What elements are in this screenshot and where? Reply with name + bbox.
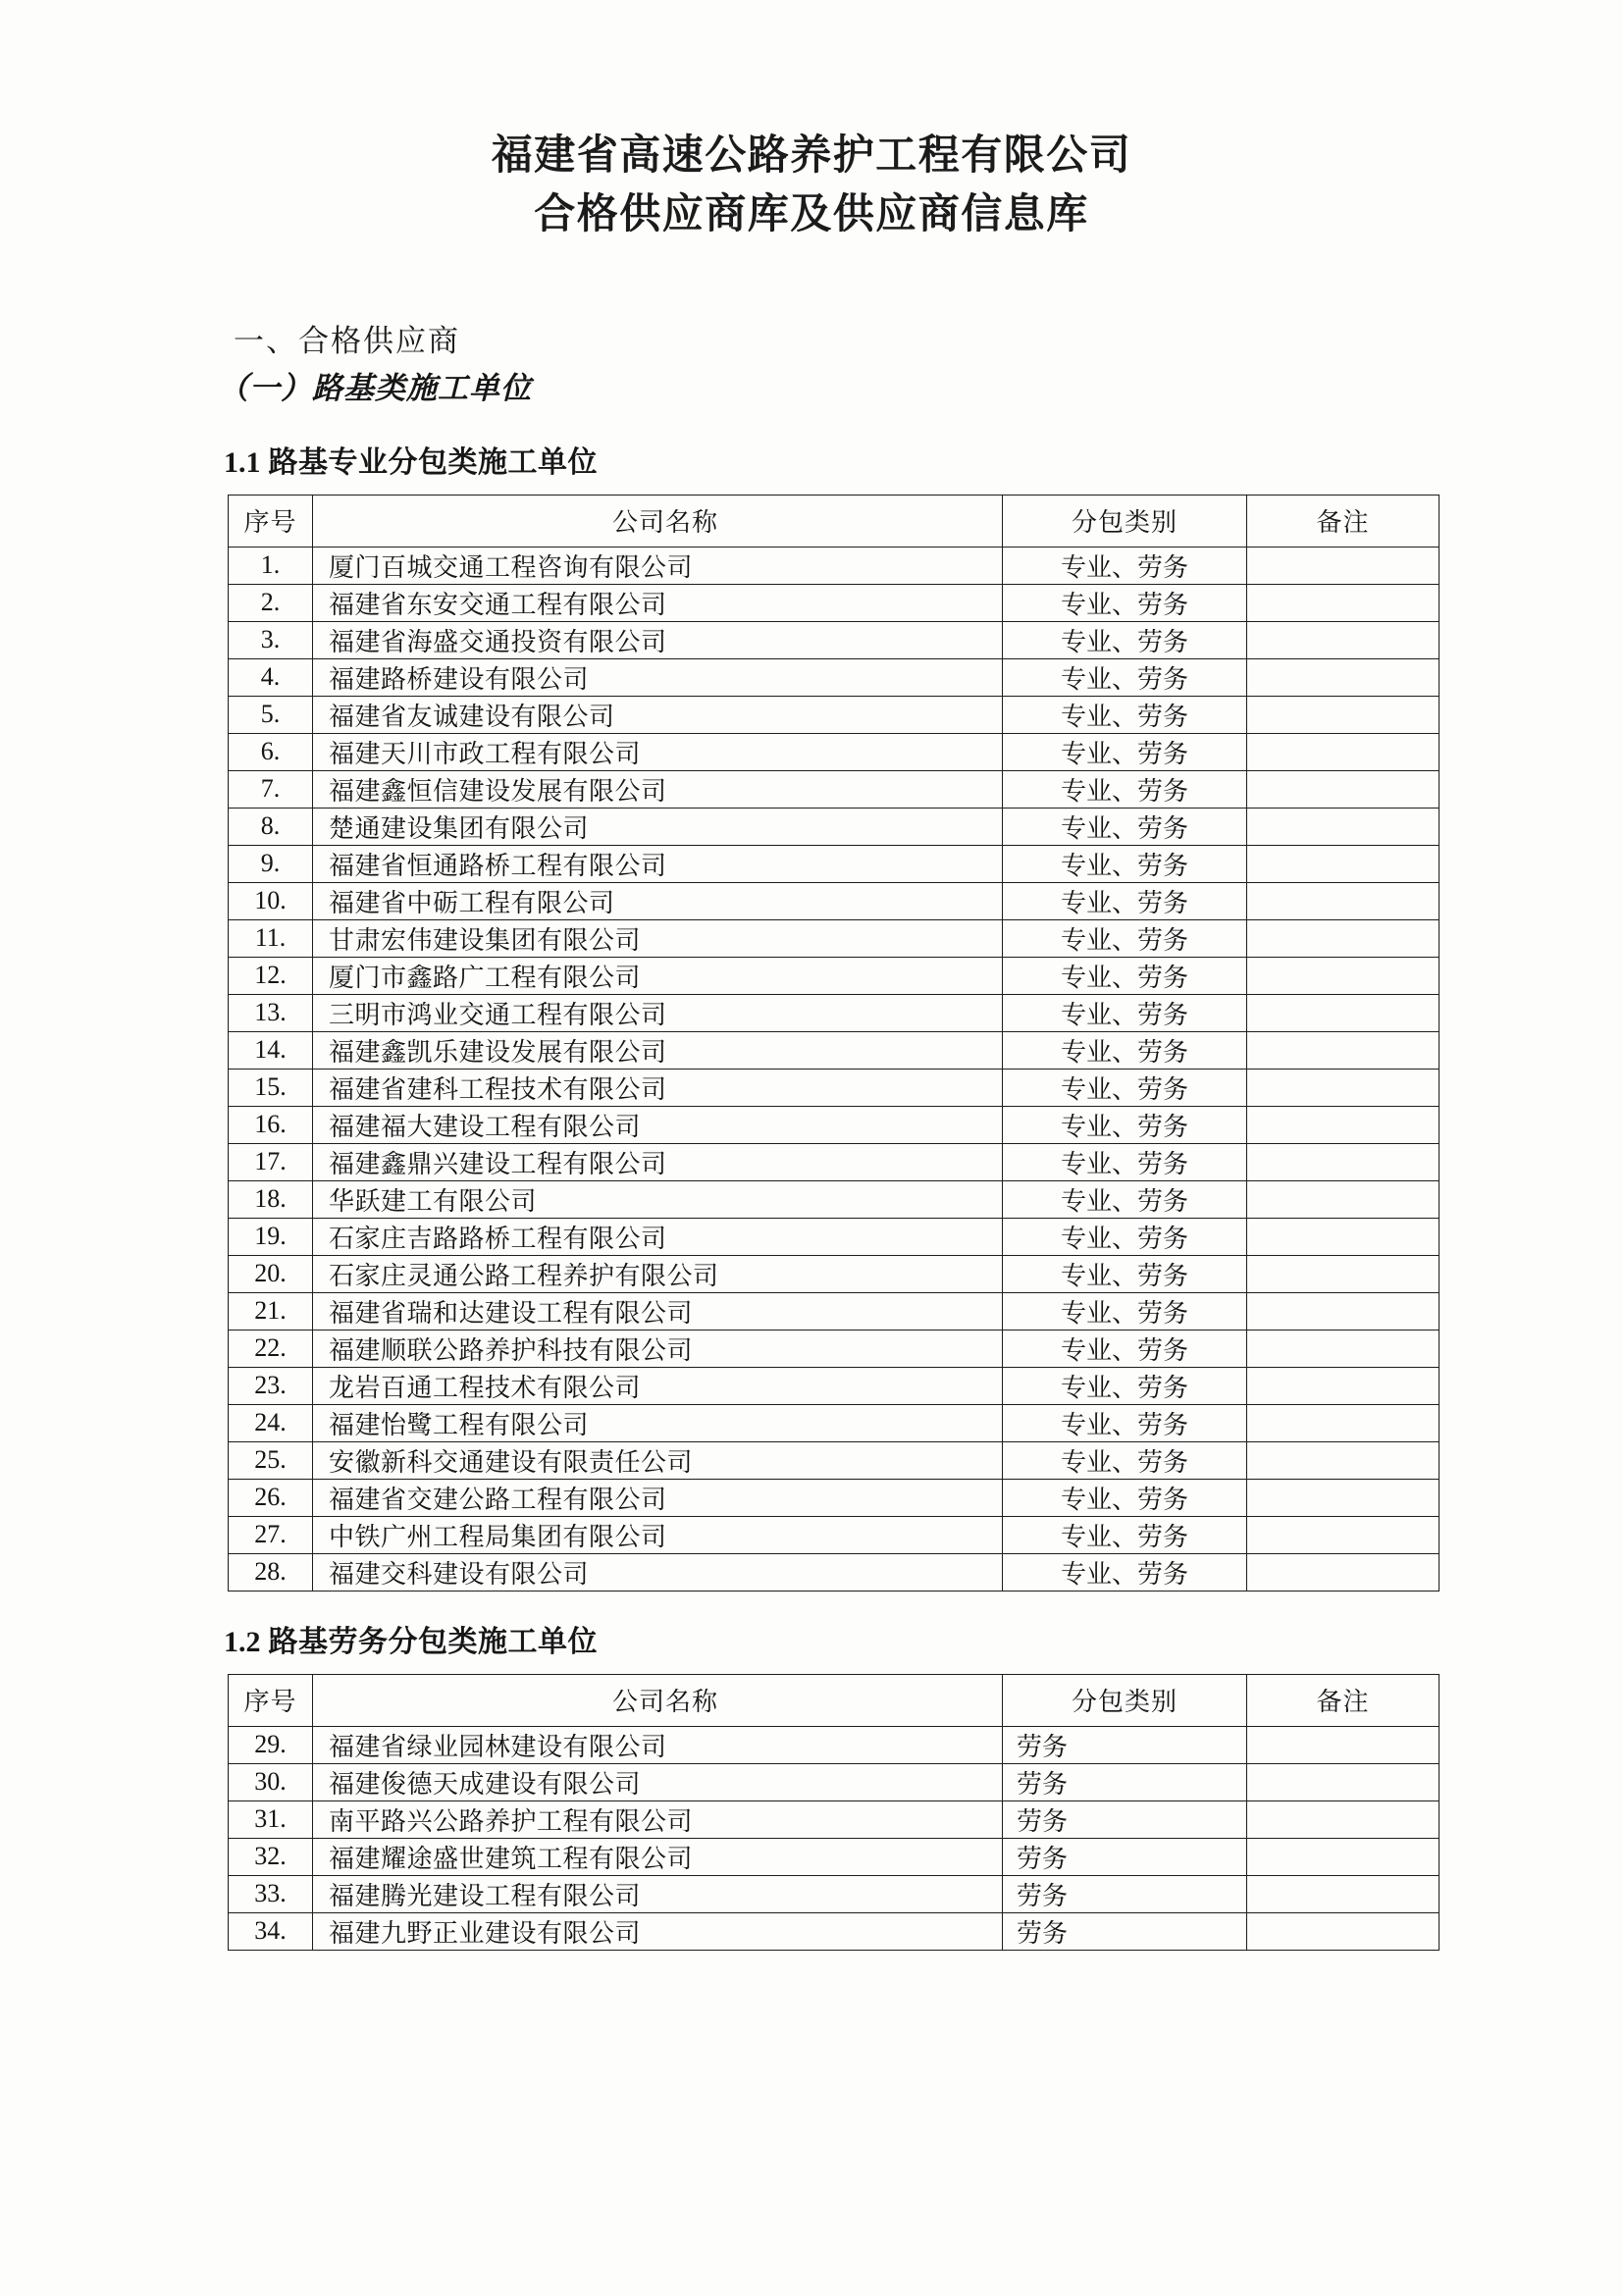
cell-company: 福建省海盛交通投资有限公司 bbox=[313, 621, 1003, 658]
cell-category: 专业、劳务 bbox=[1003, 1106, 1247, 1143]
table-row bbox=[229, 584, 1440, 621]
column-header-index: 序号 bbox=[229, 495, 313, 547]
table-row bbox=[229, 1255, 1440, 1292]
cell-note bbox=[1247, 696, 1440, 733]
cell-category: 专业、劳务 bbox=[1003, 1479, 1247, 1516]
cell-company: 福建鑫恒信建设发展有限公司 bbox=[313, 770, 1003, 808]
cell-category: 劳务 bbox=[1003, 1912, 1247, 1950]
table-row bbox=[229, 1292, 1440, 1330]
cell-index: 28. bbox=[229, 1553, 313, 1591]
table-row bbox=[229, 994, 1440, 1031]
column-header-category: 分包类别 bbox=[1003, 495, 1247, 547]
cell-note bbox=[1247, 1292, 1440, 1330]
cell-note bbox=[1247, 1479, 1440, 1516]
title-line-1: 福建省高速公路养护工程有限公司 bbox=[491, 130, 1132, 179]
table-row bbox=[229, 696, 1440, 733]
cell-company: 福建省建科工程技术有限公司 bbox=[313, 1069, 1003, 1106]
cell-index: 33. bbox=[229, 1875, 313, 1912]
cell-category: 专业、劳务 bbox=[1003, 621, 1247, 658]
cell-category: 劳务 bbox=[1003, 1763, 1247, 1800]
cell-company: 福建腾光建设工程有限公司 bbox=[313, 1875, 1003, 1912]
cell-note bbox=[1247, 1516, 1440, 1553]
cell-category: 专业、劳务 bbox=[1003, 584, 1247, 621]
qualified-supplier-table-1 bbox=[228, 495, 1440, 1592]
cell-index: 7. bbox=[229, 770, 313, 808]
cell-category: 专业、劳务 bbox=[1003, 808, 1247, 845]
cell-index: 24. bbox=[229, 1404, 313, 1441]
cell-index: 20. bbox=[229, 1255, 313, 1292]
table2-heading-number: 1.2 bbox=[224, 1625, 261, 1658]
cell-category: 专业、劳务 bbox=[1003, 1404, 1247, 1441]
cell-category: 专业、劳务 bbox=[1003, 1255, 1247, 1292]
cell-index: 29. bbox=[229, 1726, 313, 1763]
column-header-company: 公司名称 bbox=[313, 495, 1003, 547]
table2-heading-text: 路基劳务分包类施工单位 bbox=[268, 1625, 598, 1658]
cell-company: 龙岩百通工程技术有限公司 bbox=[313, 1367, 1003, 1404]
cell-category: 专业、劳务 bbox=[1003, 547, 1247, 584]
cell-index: 17. bbox=[229, 1143, 313, 1180]
cell-category: 专业、劳务 bbox=[1003, 1143, 1247, 1180]
title-line-2: 合格供应商库及供应商信息库 bbox=[534, 188, 1089, 237]
cell-category: 劳务 bbox=[1003, 1875, 1247, 1912]
cell-company: 福建九野正业建设有限公司 bbox=[313, 1912, 1003, 1950]
table-row bbox=[229, 808, 1440, 845]
cell-note bbox=[1247, 1031, 1440, 1069]
cell-company: 福建省中砺工程有限公司 bbox=[313, 882, 1003, 919]
cell-company: 福建鑫凯乐建设发展有限公司 bbox=[313, 1031, 1003, 1069]
cell-company: 福建省友诚建设有限公司 bbox=[313, 696, 1003, 733]
cell-category: 专业、劳务 bbox=[1003, 1069, 1247, 1106]
cell-company: 安徽新科交通建设有限责任公司 bbox=[313, 1441, 1003, 1479]
cell-company: 福建耀途盛世建筑工程有限公司 bbox=[313, 1838, 1003, 1875]
cell-note bbox=[1247, 547, 1440, 584]
table-row bbox=[229, 1069, 1440, 1106]
cell-index: 10. bbox=[229, 882, 313, 919]
table-row bbox=[229, 1367, 1440, 1404]
cell-category: 专业、劳务 bbox=[1003, 957, 1247, 994]
cell-index: 22. bbox=[229, 1330, 313, 1367]
cell-index: 34. bbox=[229, 1912, 313, 1950]
cell-company: 福建省交建公路工程有限公司 bbox=[313, 1479, 1003, 1516]
table1-body bbox=[229, 547, 1440, 1591]
cell-index: 2. bbox=[229, 584, 313, 621]
cell-company: 福建福大建设工程有限公司 bbox=[313, 1106, 1003, 1143]
cell-company: 厦门市鑫路广工程有限公司 bbox=[313, 957, 1003, 994]
cell-index: 30. bbox=[229, 1763, 313, 1800]
cell-category: 专业、劳务 bbox=[1003, 994, 1247, 1031]
cell-note bbox=[1247, 1838, 1440, 1875]
cell-category: 专业、劳务 bbox=[1003, 1031, 1247, 1069]
cell-company: 福建省恒通路桥工程有限公司 bbox=[313, 845, 1003, 882]
cell-note bbox=[1247, 584, 1440, 621]
cell-index: 31. bbox=[229, 1800, 313, 1838]
cell-index: 3. bbox=[229, 621, 313, 658]
cell-note bbox=[1247, 658, 1440, 696]
cell-note bbox=[1247, 1441, 1440, 1479]
cell-note bbox=[1247, 1553, 1440, 1591]
table-row bbox=[229, 1404, 1440, 1441]
table-row bbox=[229, 845, 1440, 882]
cell-category: 专业、劳务 bbox=[1003, 1441, 1247, 1479]
table-header-row bbox=[229, 495, 1440, 547]
cell-note bbox=[1247, 1726, 1440, 1763]
cell-index: 23. bbox=[229, 1367, 313, 1404]
cell-index: 16. bbox=[229, 1106, 313, 1143]
cell-note bbox=[1247, 770, 1440, 808]
cell-category: 专业、劳务 bbox=[1003, 770, 1247, 808]
table-row bbox=[229, 1180, 1440, 1218]
table2-heading bbox=[0, 1617, 1623, 1660]
table-row bbox=[229, 1912, 1440, 1950]
table-row bbox=[229, 1516, 1440, 1553]
cell-note bbox=[1247, 994, 1440, 1031]
table-row bbox=[229, 1763, 1440, 1800]
table-row bbox=[229, 547, 1440, 584]
subsection-heading-1: （一）路基类施工单位 bbox=[218, 370, 532, 405]
cell-company: 中铁广州工程局集团有限公司 bbox=[313, 1516, 1003, 1553]
cell-index: 14. bbox=[229, 1031, 313, 1069]
cell-index: 9. bbox=[229, 845, 313, 882]
table-row bbox=[229, 1875, 1440, 1912]
cell-note bbox=[1247, 1875, 1440, 1912]
table-row bbox=[229, 658, 1440, 696]
table-row bbox=[229, 1800, 1440, 1838]
table1-heading-number: 1.1 bbox=[224, 445, 261, 479]
column-header-company: 公司名称 bbox=[313, 1674, 1003, 1726]
cell-index: 19. bbox=[229, 1218, 313, 1255]
table-row bbox=[229, 1143, 1440, 1180]
cell-category: 专业、劳务 bbox=[1003, 1553, 1247, 1591]
cell-category: 专业、劳务 bbox=[1003, 696, 1247, 733]
cell-note bbox=[1247, 1069, 1440, 1106]
cell-company: 福建交科建设有限公司 bbox=[313, 1553, 1003, 1591]
cell-note bbox=[1247, 1255, 1440, 1292]
cell-company: 福建顺联公路养护科技有限公司 bbox=[313, 1330, 1003, 1367]
cell-note bbox=[1247, 733, 1440, 770]
cell-note bbox=[1247, 621, 1440, 658]
cell-index: 8. bbox=[229, 808, 313, 845]
cell-category: 劳务 bbox=[1003, 1838, 1247, 1875]
page-title bbox=[0, 0, 1623, 242]
cell-note bbox=[1247, 919, 1440, 957]
table-row bbox=[229, 1031, 1440, 1069]
cell-note bbox=[1247, 1218, 1440, 1255]
cell-note bbox=[1247, 957, 1440, 994]
qualified-supplier-table-2 bbox=[228, 1674, 1440, 1951]
cell-index: 11. bbox=[229, 919, 313, 957]
cell-note bbox=[1247, 1763, 1440, 1800]
cell-company: 福建路桥建设有限公司 bbox=[313, 658, 1003, 696]
cell-company: 甘肃宏伟建设集团有限公司 bbox=[313, 919, 1003, 957]
column-header-note: 备注 bbox=[1247, 495, 1440, 547]
table-row bbox=[229, 1553, 1440, 1591]
content-body bbox=[0, 319, 1623, 1951]
cell-company: 福建俊德天成建设有限公司 bbox=[313, 1763, 1003, 1800]
cell-index: 4. bbox=[229, 658, 313, 696]
cell-company: 福建省瑞和达建设工程有限公司 bbox=[313, 1292, 1003, 1330]
table-row bbox=[229, 1726, 1440, 1763]
cell-index: 1. bbox=[229, 547, 313, 584]
table-row bbox=[229, 1838, 1440, 1875]
cell-company: 福建怡鹭工程有限公司 bbox=[313, 1404, 1003, 1441]
cell-company: 三明市鸿业交通工程有限公司 bbox=[313, 994, 1003, 1031]
table1-container bbox=[0, 495, 1623, 1592]
cell-company: 石家庄吉路路桥工程有限公司 bbox=[313, 1218, 1003, 1255]
table-row bbox=[229, 1330, 1440, 1367]
cell-note bbox=[1247, 1367, 1440, 1404]
cell-note bbox=[1247, 1180, 1440, 1218]
cell-index: 13. bbox=[229, 994, 313, 1031]
cell-index: 12. bbox=[229, 957, 313, 994]
cell-index: 32. bbox=[229, 1838, 313, 1875]
table2-header bbox=[229, 1674, 1440, 1726]
table-row bbox=[229, 733, 1440, 770]
table-row bbox=[229, 770, 1440, 808]
table-row bbox=[229, 1479, 1440, 1516]
cell-note bbox=[1247, 1330, 1440, 1367]
section-heading-1: 一、合格供应商 bbox=[234, 324, 460, 360]
cell-index: 26. bbox=[229, 1479, 313, 1516]
cell-company: 石家庄灵通公路工程养护有限公司 bbox=[313, 1255, 1003, 1292]
cell-note bbox=[1247, 845, 1440, 882]
table-row bbox=[229, 1441, 1440, 1479]
cell-note bbox=[1247, 1106, 1440, 1143]
cell-index: 27. bbox=[229, 1516, 313, 1553]
table1-heading-text: 路基专业分包类施工单位 bbox=[268, 445, 598, 479]
column-header-note: 备注 bbox=[1247, 1674, 1440, 1726]
cell-company: 福建省东安交通工程有限公司 bbox=[313, 584, 1003, 621]
column-header-category: 分包类别 bbox=[1003, 1674, 1247, 1726]
cell-category: 专业、劳务 bbox=[1003, 1367, 1247, 1404]
cell-index: 6. bbox=[229, 733, 313, 770]
cell-category: 专业、劳务 bbox=[1003, 1516, 1247, 1553]
column-header-index: 序号 bbox=[229, 1674, 313, 1726]
cell-category: 专业、劳务 bbox=[1003, 882, 1247, 919]
cell-note bbox=[1247, 1800, 1440, 1838]
cell-category: 专业、劳务 bbox=[1003, 1218, 1247, 1255]
cell-note bbox=[1247, 1912, 1440, 1950]
table-row bbox=[229, 1106, 1440, 1143]
cell-index: 21. bbox=[229, 1292, 313, 1330]
cell-note bbox=[1247, 1404, 1440, 1441]
table-header-row bbox=[229, 1674, 1440, 1726]
cell-category: 劳务 bbox=[1003, 1800, 1247, 1838]
cell-category: 专业、劳务 bbox=[1003, 1292, 1247, 1330]
cell-company: 福建天川市政工程有限公司 bbox=[313, 733, 1003, 770]
table-row bbox=[229, 957, 1440, 994]
table2-body bbox=[229, 1726, 1440, 1950]
cell-category: 专业、劳务 bbox=[1003, 1180, 1247, 1218]
table2-container bbox=[0, 1674, 1623, 1951]
cell-company: 南平路兴公路养护工程有限公司 bbox=[313, 1800, 1003, 1838]
table-row bbox=[229, 919, 1440, 957]
cell-note bbox=[1247, 808, 1440, 845]
cell-company: 福建省绿业园林建设有限公司 bbox=[313, 1726, 1003, 1763]
cell-company: 福建鑫鼎兴建设工程有限公司 bbox=[313, 1143, 1003, 1180]
cell-index: 25. bbox=[229, 1441, 313, 1479]
cell-category: 劳务 bbox=[1003, 1726, 1247, 1763]
cell-company: 厦门百城交通工程咨询有限公司 bbox=[313, 547, 1003, 584]
cell-note bbox=[1247, 1143, 1440, 1180]
cell-category: 专业、劳务 bbox=[1003, 1330, 1247, 1367]
cell-category: 专业、劳务 bbox=[1003, 845, 1247, 882]
cell-category: 专业、劳务 bbox=[1003, 733, 1247, 770]
cell-note bbox=[1247, 882, 1440, 919]
cell-company: 楚通建设集团有限公司 bbox=[313, 808, 1003, 845]
table1-header bbox=[229, 495, 1440, 547]
cell-index: 18. bbox=[229, 1180, 313, 1218]
table-row bbox=[229, 1218, 1440, 1255]
cell-category: 专业、劳务 bbox=[1003, 658, 1247, 696]
cell-index: 15. bbox=[229, 1069, 313, 1106]
table-row bbox=[229, 621, 1440, 658]
table1-heading bbox=[0, 438, 1623, 481]
cell-category: 专业、劳务 bbox=[1003, 919, 1247, 957]
cell-index: 5. bbox=[229, 696, 313, 733]
table-row bbox=[229, 882, 1440, 919]
cell-company: 华跃建工有限公司 bbox=[313, 1180, 1003, 1218]
